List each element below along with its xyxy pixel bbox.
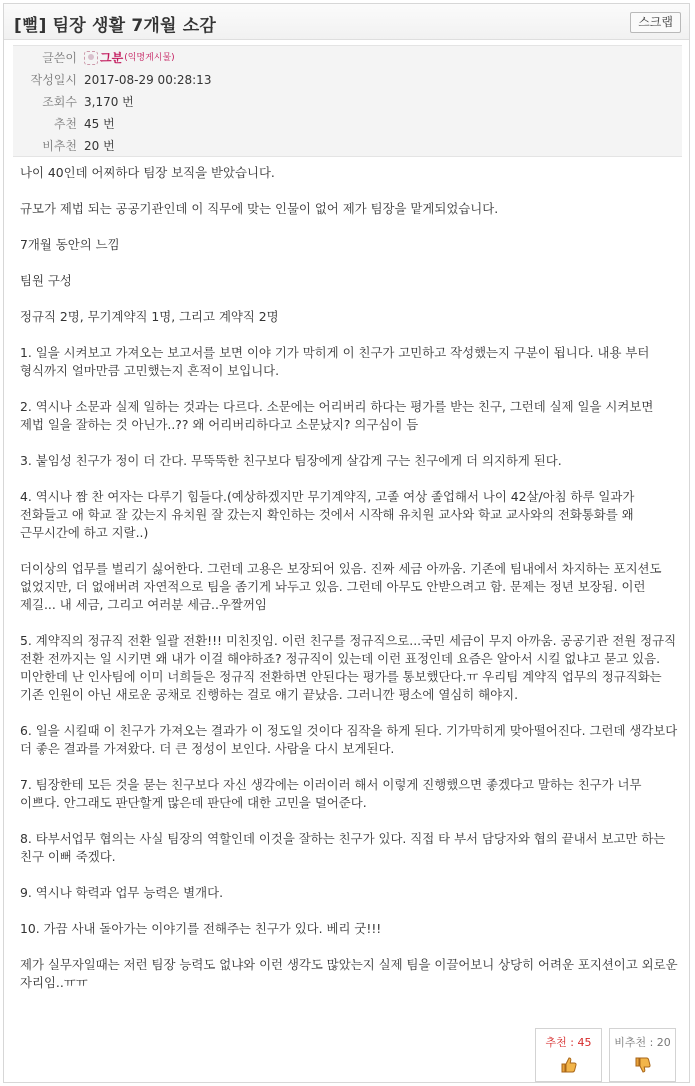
- views-label: 조회수: [42, 95, 77, 109]
- body-paragraph: 더이상의 업무를 벌리기 싫어한다. 그런데 고용은 보장되어 있음. 진짜 세금 아까움. 기존에 팀내에서 차지하는 포지션도 없었지만, 더 없애버려 자연적으로 팀을 좀기게 놔두고 있음. 그런데 아무도 안받으려고 함. 문제는 정년 보장됨. 이런 제길... 내 세금, 그리고 여러분 세금..우짤꺼임: [20, 561, 662, 612]
- body-paragraph: 5. 계약직의 정규직 전환 일괄 전환!!! 미친짓임. 이런 친구를 정규직으로...국민 세금이 무지 아까움. 공공기관 전원 정규직 전환 전까지는 일 시키면 왜 내가 이걸 해야하죠? 정규직이 있는데 이런 표정인데 요즘은 알아서 시킬 없냐고 묻고 있음. 미안한데 난 인사팀에 이미 너희들은 정규직 전환하면 안된다는 평가를 통보했단다.ㅠ 우리팀 계약직 업무의 정규직화는 기존 인원이 아닌 새로운 공채로 진행하는 걸로 얘기 끝났음. 그러니깐 평소에 열심히 해야지.: [20, 633, 677, 702]
- upvote-value: 45 번: [84, 117, 115, 131]
- body-paragraph: 4. 역시나 짬 찬 여자는 다루기 힘들다.(예상하겠지만 무기계약직, 고졸 여상 졸업해서 나이 42살/아침 하루 일과가 전화들고 애 학교 잘 갔는지 유치원 잘 갔는지 확인하는 것에서 시작해 유치원 교사와 학교 교사와의 전화통화를 왜 근무시간에 하고 지랄..): [20, 489, 635, 540]
- upvote-button[interactable]: [535, 1028, 602, 1082]
- thumbs-up-icon: [560, 1056, 578, 1074]
- body-paragraph: 6. 일을 시킬때 이 친구가 가져오는 결과가 이 정도일 것이다 짐작을 하게 된다. 기가막히게 맞아떨어진다. 그런데 생각보다 더 좋은 결과를 가져왔다. 더 큰 정성이 보인다. 사람을 다시 보게된다.: [20, 723, 678, 756]
- scrap-button[interactable]: 스크랩: [630, 12, 681, 33]
- meta-row-upvote: [13, 113, 682, 135]
- post-title: [뻘] 팀장 생활 7개월 소감: [14, 16, 217, 36]
- post-body: [20, 164, 680, 1010]
- downvote-label: 비추천: [42, 139, 77, 153]
- author-label: 글쓴이: [42, 51, 77, 65]
- meta-row-downvote: [13, 135, 682, 157]
- meta-row-author: [13, 47, 682, 69]
- thumbs-down-icon: [634, 1056, 652, 1074]
- date-label: 작성일시: [30, 73, 77, 87]
- meta-row-date: [13, 69, 682, 91]
- user-icon: [84, 51, 98, 65]
- meta-row-views: [13, 91, 682, 113]
- upvote-count: 추천 : 45: [545, 1036, 592, 1049]
- downvote-button[interactable]: [609, 1028, 676, 1082]
- body-paragraph: 3. 붙임성 친구가 정이 더 간다. 무뚝뚝한 친구보다 팀장에게 살갑게 구는 친구에게 더 의지하게 된다.: [20, 453, 562, 468]
- upvote-label: 추천: [53, 117, 77, 131]
- views-value: 3,170 번: [84, 95, 134, 109]
- post-container: [3, 3, 690, 1083]
- post-meta: [13, 45, 682, 157]
- body-paragraph: 9. 역시나 학력과 업무 능력은 별개다.: [20, 885, 224, 900]
- body-paragraph: 팀원 구성: [20, 273, 72, 288]
- body-paragraph: 7. 팀장한테 모든 것을 묻는 친구보다 자신 생각에는 이러이러 해서 이렇게 진행했으면 좋겠다고 말하는 친구가 너무 이쁘다. 안그래도 판단할게 많은데 판단에 대한 고민을 덜어준다.: [20, 777, 642, 810]
- body-paragraph: 규모가 제법 되는 공공기관인데 이 직무에 맞는 인물이 없어 제가 팀장을 맡게되었습니다.: [20, 201, 499, 216]
- author-name[interactable]: 그분: [100, 51, 124, 65]
- date-value: 2017-08-29 00:28:13: [84, 73, 212, 87]
- body-paragraph: 2. 역시나 소문과 실제 일하는 것과는 다르다. 소문에는 어리버리 하다는 평가를 받는 친구, 그런데 실제 일을 시켜보면 제법 일을 잘하는 것 아닌가..?? 왜 어리버리하다고 소문났지? 의구심이 듬: [20, 399, 654, 432]
- body-paragraph: 제가 실무자일때는 저런 팀장 능력도 없냐와 이런 생각도 많았는지 실제 팀을 이끌어보니 상당히 어려운 포지션이고 외로운 자리임..ㅠㅠ: [20, 957, 678, 990]
- body-paragraph: 10. 가끔 사내 돌아가는 이야기를 전해주는 친구가 있다. 베리 굿!!!: [20, 921, 382, 936]
- author[interactable]: [84, 47, 175, 69]
- body-paragraph: 8. 타부서업무 협의는 사실 팀장의 역할인데 이것을 잘하는 친구가 있다. 직접 타 부서 담당자와 협의 끝내서 보고만 하는 친구 이뻐 죽겠다.: [20, 831, 666, 864]
- post-header: [4, 4, 689, 40]
- body-paragraph: 정규직 2명, 무기계약직 1명, 그리고 계약직 2명: [20, 309, 279, 324]
- body-paragraph: 1. 일을 시켜보고 가져오는 보고서를 보면 이야 기가 막히게 이 친구가 고민하고 작성했는지 구분이 됩니다. 내용 부터 형식까지 얼마만큼 고민했는지 흔적이 보입니다.: [20, 345, 650, 378]
- body-paragraph: 나이 40인데 어찌하다 팀장 보직을 받았습니다.: [20, 165, 275, 180]
- downvote-count: 비추천 : 20: [614, 1036, 671, 1049]
- author-sub: (익명게시물): [124, 53, 175, 63]
- body-paragraph: 7개월 동안의 느낌: [20, 237, 120, 252]
- downvote-value: 20 번: [84, 139, 115, 153]
